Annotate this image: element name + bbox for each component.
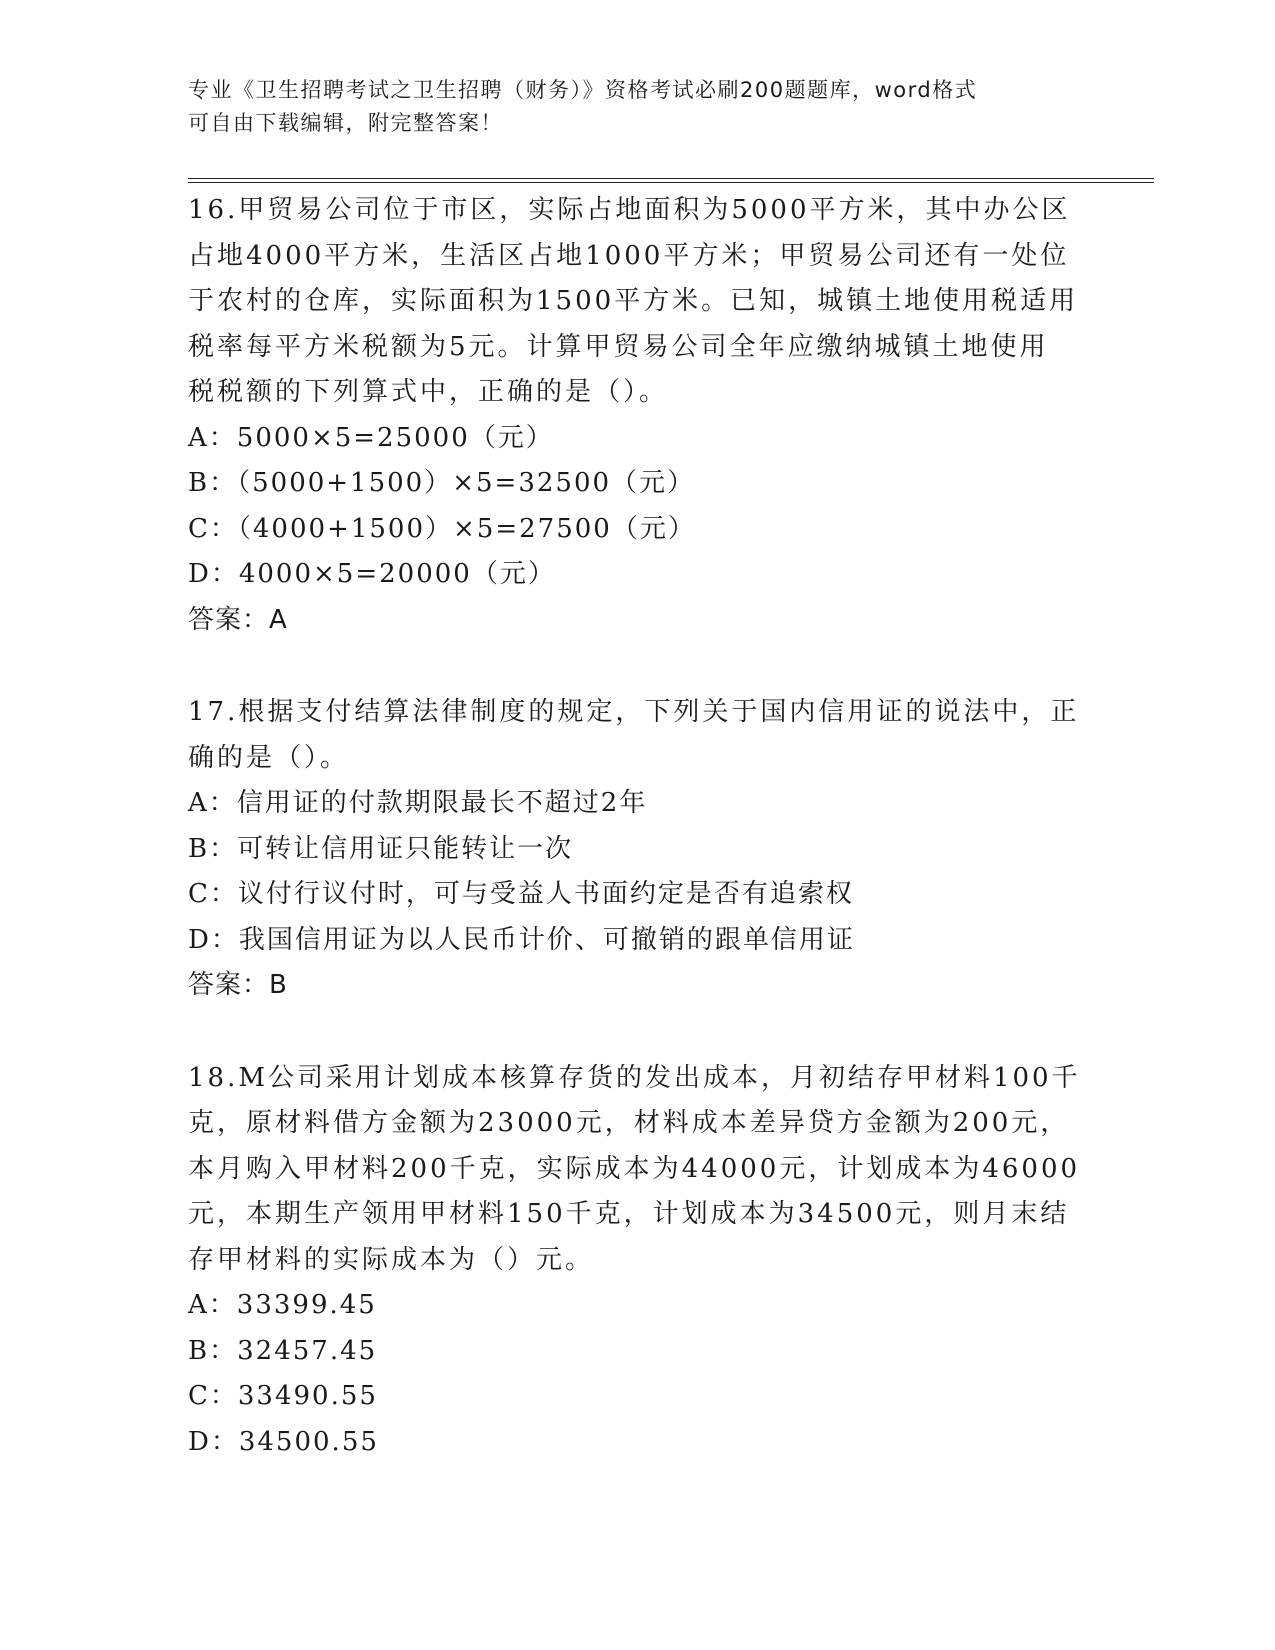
header-divider-top bbox=[188, 178, 1154, 179]
spacer bbox=[188, 1009, 1088, 1056]
header-line-2: 可自由下载编辑，附完整答案！ bbox=[188, 111, 503, 135]
question-stem-line: 于农村的仓库，实际面积为1500平方米。已知，城镇土地使用税适用 bbox=[188, 286, 1079, 316]
option-a: A：33399.45 bbox=[188, 1290, 377, 1320]
question-stem-line: 元，本期生产领用甲材料150千克，计划成本为34500元，则月末结 bbox=[188, 1199, 1070, 1229]
question-stem-line: 存甲材料的实际成本为（）元。 bbox=[188, 1244, 595, 1275]
option-d: D：我国信用证为以人民币计价、可撤销的跟单信用证 bbox=[188, 924, 855, 955]
question-stem-line: 税率每平方米税额为5元。计算甲贸易公司全年应缴纳城镇土地使用 bbox=[188, 331, 1049, 362]
answer-label: 答案：A bbox=[188, 604, 288, 635]
question-stem-line: 18.M公司采用计划成本核算存货的发出成本，月初结存甲材料100千 bbox=[188, 1062, 1081, 1093]
question-stem-line: 占地4000平方米，生活区占地1000平方米；甲贸易公司还有一处位 bbox=[188, 240, 1070, 271]
option-c: C：（4000+1500）×5=27500（元） bbox=[188, 513, 696, 544]
document-header bbox=[188, 74, 1068, 140]
question-stem-line: 本月购入甲材料200千克，实际成本为44000元，计划成本为46000 bbox=[188, 1153, 1081, 1184]
question-stem-line: 税税额的下列算式中，正确的是（）。 bbox=[188, 377, 669, 407]
option-a: A：5000×5=25000（元） bbox=[188, 422, 554, 453]
option-b: B：可转让信用证只能转让一次 bbox=[188, 833, 574, 864]
option-d: D：34500.55 bbox=[188, 1426, 379, 1457]
question-stem-line: 17.根据支付结算法律制度的规定，下列关于国内信用证的说法中，正 bbox=[188, 697, 1080, 727]
header-line-1: 专业《卫生招聘考试之卫生招聘（财务）》资格考试必刷200题题库，word格式 bbox=[188, 78, 978, 102]
option-a: A：信用证的付款期限最长不超过2年 bbox=[188, 788, 648, 818]
spacer bbox=[188, 643, 1088, 690]
header-divider-bottom bbox=[188, 182, 1154, 183]
option-c: C：议付行议付时，可与受益人书面约定是否有追索权 bbox=[188, 879, 854, 909]
question-stem-line: 确的是（）。 bbox=[188, 742, 350, 773]
option-b: B：（5000+1500）×5=32500（元） bbox=[188, 468, 696, 498]
question-stem-line: 克，原材料借方金额为23000元，材料成本差异贷方金额为200元， bbox=[188, 1108, 1070, 1138]
question-stem-line: 16.甲贸易公司位于市区，实际占地面积为5000平方米，其中办公区 bbox=[188, 195, 1071, 225]
question-16 bbox=[188, 188, 1088, 643]
option-d: D：4000×5=20000（元） bbox=[188, 559, 556, 589]
question-list bbox=[188, 188, 1088, 1465]
answer-label: 答案：B bbox=[188, 970, 288, 1000]
question-18 bbox=[188, 1056, 1088, 1466]
question-17 bbox=[188, 690, 1088, 1009]
option-b: B：32457.45 bbox=[188, 1335, 378, 1366]
option-c: C：33490.55 bbox=[188, 1381, 378, 1411]
